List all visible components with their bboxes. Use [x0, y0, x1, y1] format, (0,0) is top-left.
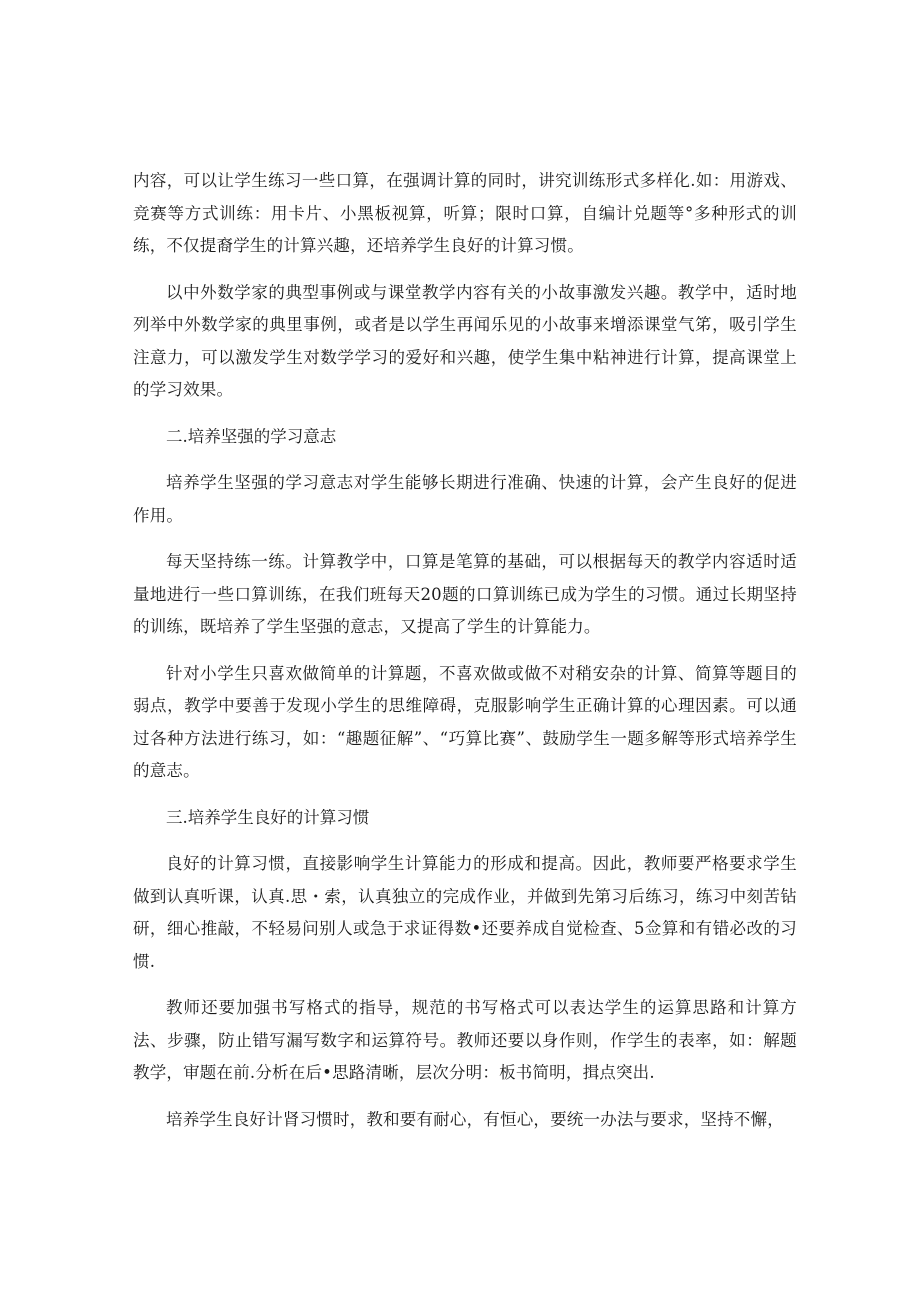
paragraph-6: 良好的计算习惯，直接影响学生计算能力的形成和提高。因此，教师要严格要求学生做到认真听课，认真.思・索，认真独立的完成作业，并做到先第习后练习，练习中刻苦钻研，细心推敲，不轻易问别人或急于求证得数•还要养成自觉检查、5佥算和有错必改的习惯.	[133, 854, 797, 971]
document-body	[133, 165, 797, 1150]
paragraph-2: 以中外数学家的典型事例或与课堂教学内容有关的小故事激发兴趣。教学中，适时地列举中外数学家的典里事例，或者是以学生再闻乐见的小故事来增添课堂气笫，吸引学生注意力，可以激发学生对数学学习的爱好和兴趣，使学生集中粘神进行计算，提高课堂上的学习效果。	[133, 282, 797, 399]
paragraph-5: 针对小学生只喜欢做简单的计算题，不喜欢做或做不对稍安杂的计算、简算等题目的弱点，教学中要善于发现小学生的思维障碍，克服影响学生正确计算的心理因素。可以通过各种方法进行练习，如：“趣题征解”、“巧算比赛”、鼓励学生一题多解等形式培养学生的意志。	[133, 663, 797, 780]
paragraph-7: 教师还要加强书写格式的指导，规范的书写格式可以表达学生的运算思路和计算方法、步骤，防止错写漏写数字和运算符号。教师还要以身作则，作学生的表率，如：解题教学，审题在前.分析在后•思路清晰，层次分明：板书简明，揖点突出.	[133, 998, 797, 1082]
section-heading-2: 二.培养坚强的学习意志	[166, 426, 337, 446]
paragraph-1: 内容，可以让学生练习一些口算，在强调计算的同时，讲究训练形式多样化.如：用游戏、竞赛等方式训练：用卡片、小黑板视算，听算；限时口算，自编计兑题等°多种形式的训练，不仅提裔学生的计算兴趣，还培养学生良好的计算习惯。	[133, 171, 797, 255]
section-heading-3: 三.培养学生良好的计算习惯	[166, 807, 370, 827]
paragraph-3: 培养学生坚强的学习意志对学生能够长期进行准确、快速的计算，会产生良好的促进作用。	[133, 473, 797, 525]
paragraph-8: 培养学生良好计肾习惯时，教和要有耐心，有恒心，要统一办法与要求，坚持不懈，	[166, 1109, 784, 1129]
paragraph-4: 每天坚持练一练。计算教学中，口算是笔算的基础，可以根据每天的教学内容适时适量地进行一些口算训练，在我们班每天20题的口算训练已成为学生的习惯。通过长期坚持的训练，既培养了学生坚强的意志，又提高了学生的计算能力。	[133, 552, 797, 636]
